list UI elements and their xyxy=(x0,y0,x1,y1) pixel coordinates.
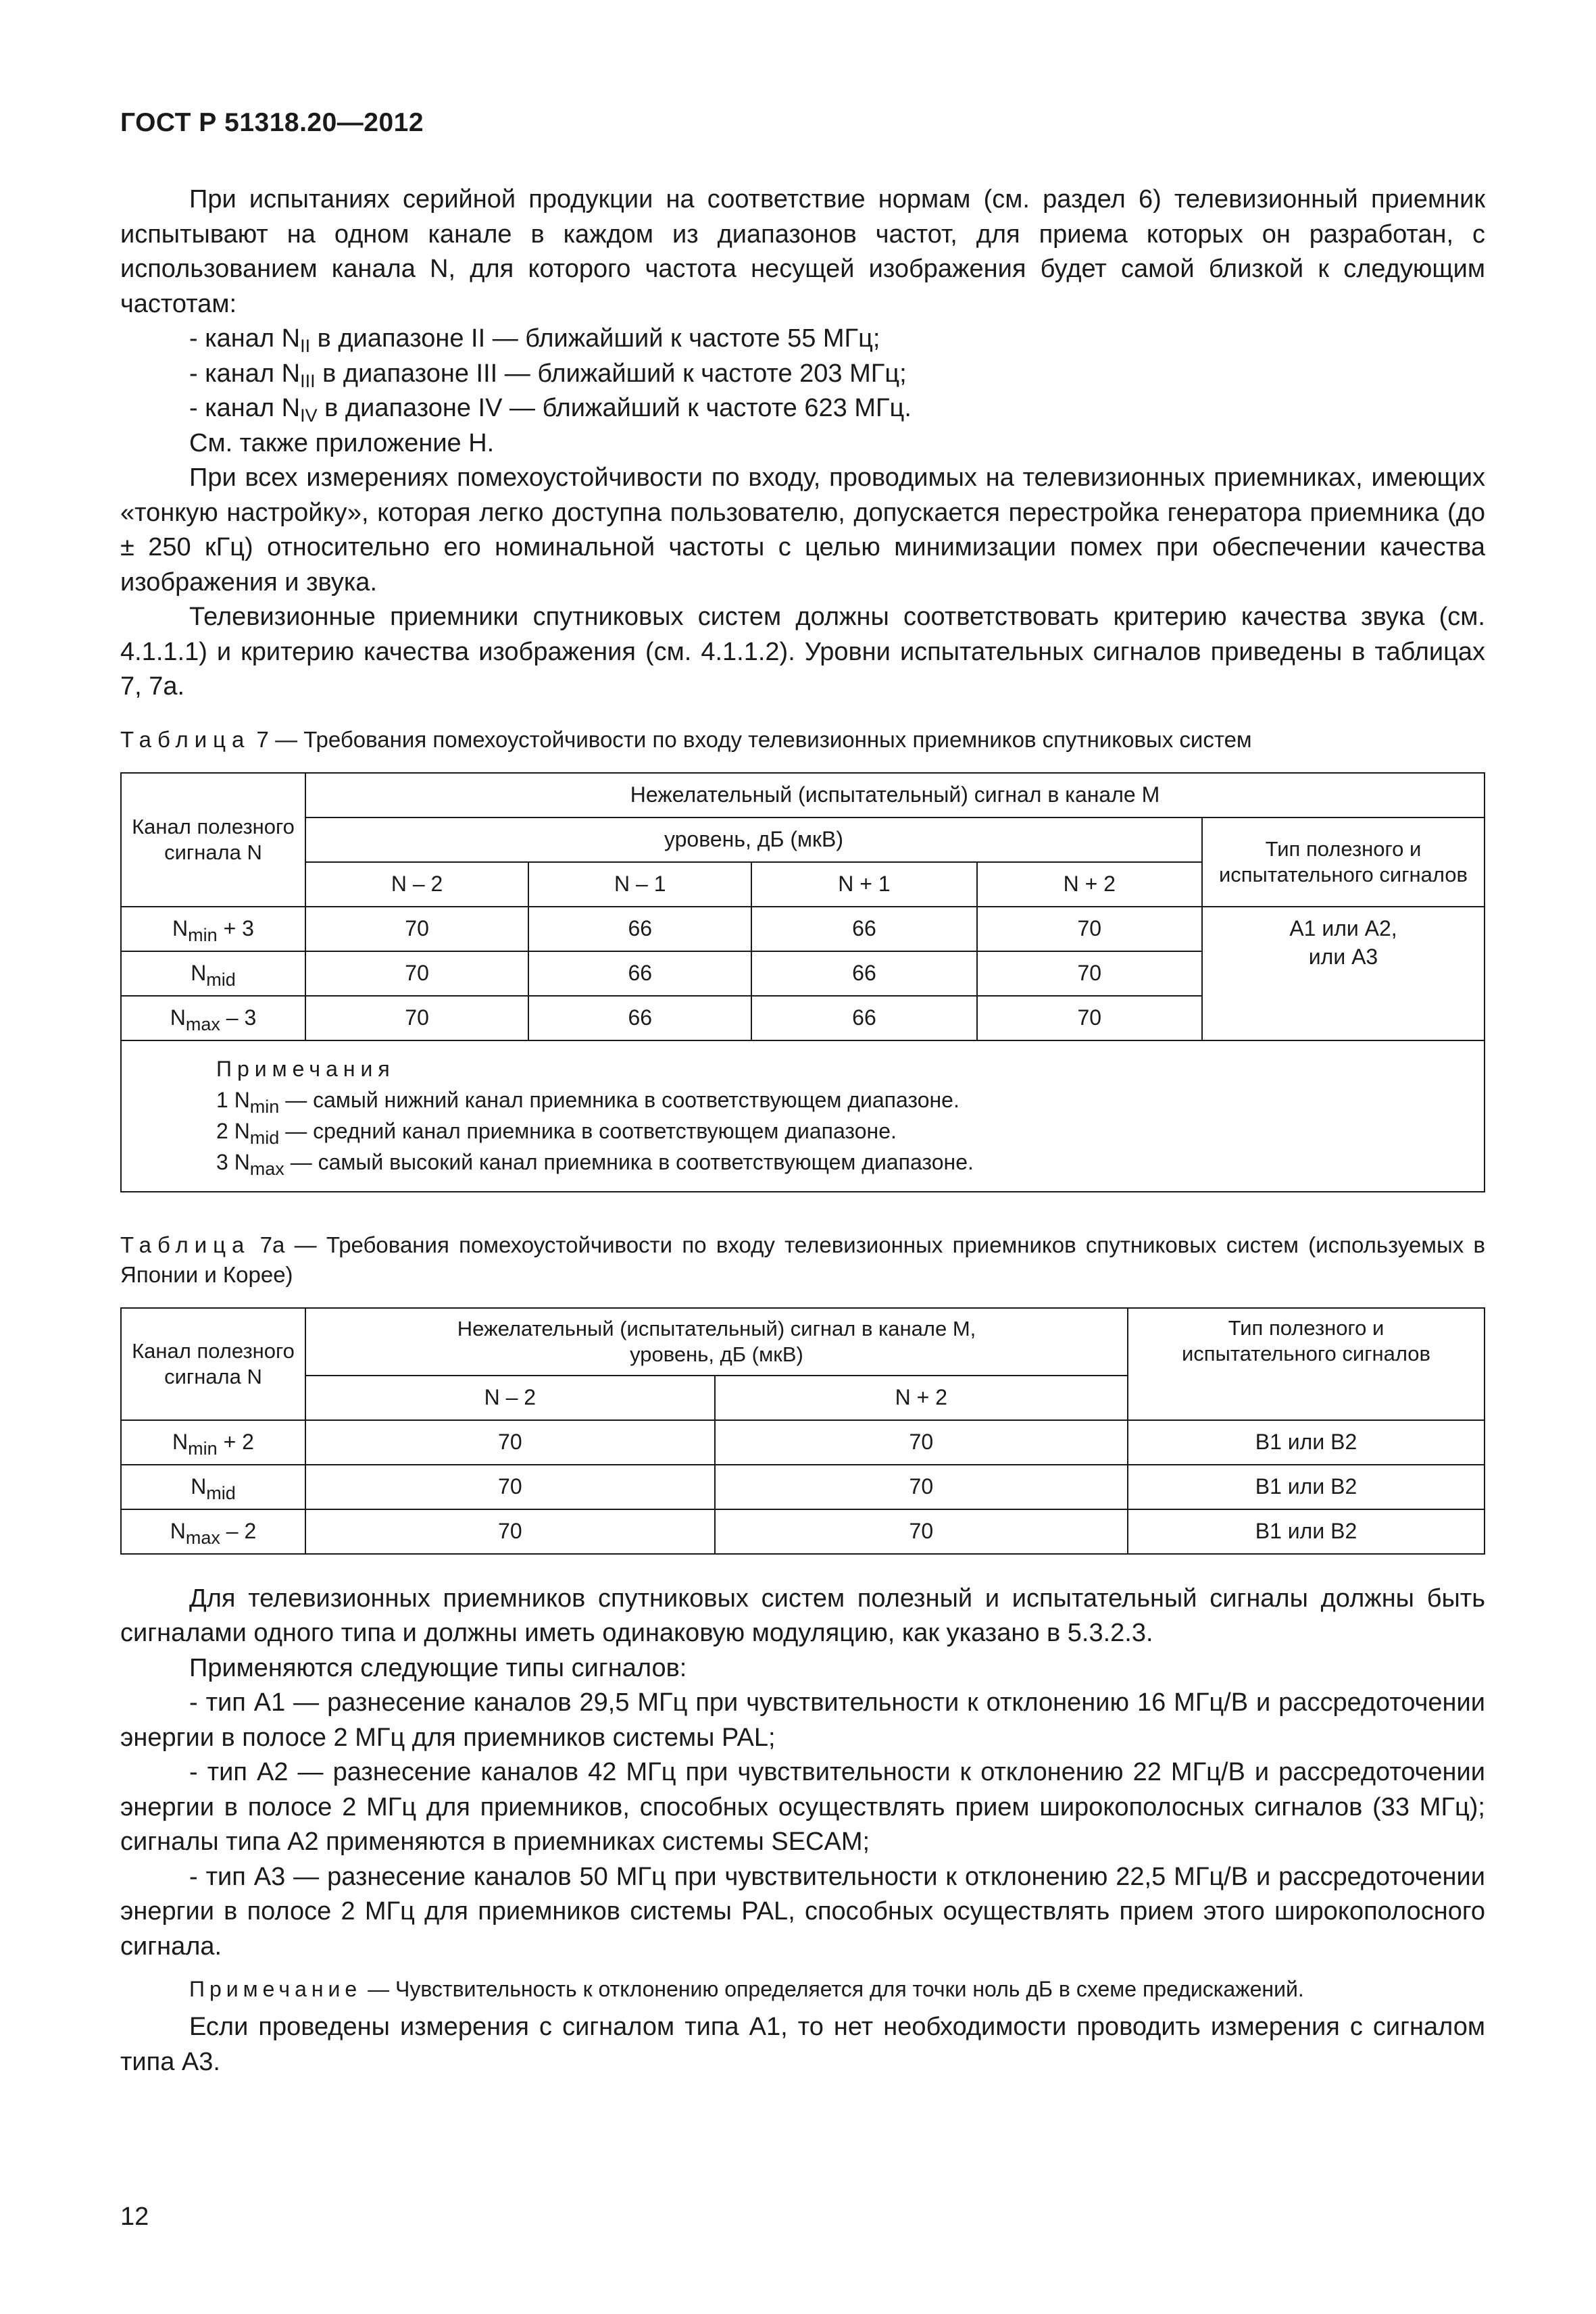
intro-paragraph-1: При испытаниях серийной продукции на соответствие нормам (см. раздел 6) телевизионный приемник испытывают на одном канале в каждом из диапазонов частот, для приема которых он разработан, с использованием канала N, для которого частота несущей изображения будет самой близкой к следующим частотам: xyxy=(120,185,1485,318)
table-cell-channel: $N_{mid}$ xyxy=(121,1465,305,1509)
table-row xyxy=(121,1509,1485,1554)
signal-type-a1: - тип А1 — разнесение каналов 29,5 МГц при чувствительности к отклонению 16 МГц/В и рассредоточении энергии в полосе 2 МГц для приемников системы PAL; xyxy=(120,1688,1485,1752)
table-cell: 70 xyxy=(715,1465,1128,1509)
table-cell-channel: $N_{max} - 2$ xyxy=(121,1509,305,1554)
after-note: Примечание — Чувствительность к отклонению определяется для точки ноль дБ в схеме предискажений. xyxy=(189,1977,1304,2001)
table-row xyxy=(121,907,1485,951)
table-7 xyxy=(120,772,1485,1192)
table-cell: В1 или В2 xyxy=(1128,1509,1485,1554)
signal-type-a3: - тип А3 — разнесение каналов 50 МГц при чувствительности к отклонению 22,5 МГц/В и рассредоточении энергии в полосе 2 МГц для приемников системы PAL, способных осуществлять прием этого широкополосного сигнала. xyxy=(120,1862,1485,1961)
table-cell: 66 xyxy=(528,907,751,951)
table-cell: 66 xyxy=(751,907,976,951)
table-cell: 70 xyxy=(715,1420,1128,1465)
table-cell: 70 xyxy=(715,1509,1128,1554)
document-header: ГОСТ Р 51318.20—2012 xyxy=(120,108,424,137)
table-7a-caption: Таблица 7а — Требования помехоустойчивости по входу телевизионных приемников спутниковых систем (используемых в Японии и Корее) xyxy=(120,1232,1485,1287)
after-paragraph-2: Применяются следующие типы сигналов: xyxy=(189,1653,687,1682)
table-cell: 66 xyxy=(528,951,751,996)
table-7a-col-unwanted: Нежелательный (испытательный) сигнал в канале M, уровень, дБ (мкВ) xyxy=(305,1308,1128,1376)
table-7-subcol: N + 1 xyxy=(751,862,976,907)
table-cell: 70 xyxy=(305,1465,715,1509)
notes-title: Примечания xyxy=(216,1056,395,1081)
table-cell-type: А1 или А2, или А3 xyxy=(1202,907,1485,1040)
table-7-col-unwanted: Нежелательный (испытательный) сигнал в канале M xyxy=(305,773,1485,818)
table-cell: 70 xyxy=(305,1420,715,1465)
intro-paragraph-3: Телевизионные приемники спутниковых систем должны соответствовать критерию качества звука (см. 4.1.1.1) и критерию качества изображения (см. 4.1.1.2). Уровни испытательных сигналов приведены в таблицах 7, 7а. xyxy=(120,603,1485,701)
signal-type-a2: - тип А2 — разнесение каналов 42 МГц при чувствительности к отклонению 22 МГц/В и рассредоточении энергии в полосе 2 МГц для приемников, способных осуществлять прием широкополосных сигналов (33 МГц); сигналы типа А2 применяются в приемниках системы SECAM; xyxy=(120,1758,1485,1856)
list-item-band-4: - канал $N_{IV}$ в диапазоне IV — ближайший к частоте 623 МГц. xyxy=(189,394,912,426)
table-cell: 70 xyxy=(305,951,528,996)
table-cell: 66 xyxy=(751,996,976,1040)
after-paragraph-1: Для телевизионных приемников спутниковых систем полезный и испытательный сигналы должны быть сигналами одного типа и должны иметь одинаковую модуляцию, как указано в 5.3.2.3. xyxy=(120,1584,1485,1647)
table-7-caption: Таблица 7 — Требования помехоустойчивости по входу телевизионных приемников спутниковых систем xyxy=(120,726,1252,752)
table-7a-subcol: N + 2 xyxy=(715,1376,1128,1420)
table-7-col-type: Тип полезного и испытательного сигналов xyxy=(1202,818,1485,907)
table-cell-channel: $N_{min} + 3$ xyxy=(121,907,305,951)
note-item: 2 $N_{mid}$ — средний канал приемника в соответствующем диапазоне. xyxy=(216,1118,897,1148)
table-7-col-level: уровень, дБ (мкВ) xyxy=(305,818,1202,862)
table-cell-channel: $N_{max} - 3$ xyxy=(121,996,305,1040)
table-7-col-channel: Канал полезного сигнала N xyxy=(121,773,305,907)
list-item-band-3: - канал $N_{III}$ в диапазоне III — ближайший к частоте 203 МГц; xyxy=(189,359,907,391)
table-row xyxy=(121,1420,1485,1465)
table-cell-channel: $N_{mid}$ xyxy=(121,951,305,996)
table-7-subcol: N – 1 xyxy=(528,862,751,907)
table-cell: 66 xyxy=(528,996,751,1040)
table-cell: 70 xyxy=(977,907,1202,951)
document-page xyxy=(120,108,1485,2080)
table-cell: 70 xyxy=(305,1509,715,1554)
list-item-band-2: - канал $N_{II}$ в диапазоне II — ближайший к частоте 55 МГц; xyxy=(189,324,880,356)
table-row xyxy=(121,1465,1485,1509)
table-7a-col-channel: Канал полезного сигнала N xyxy=(121,1308,305,1420)
table-7-subcol: N + 2 xyxy=(977,862,1202,907)
note-item: 1 $N_{min}$ — самый нижний канал приемника в соответствующем диапазоне. xyxy=(216,1087,959,1117)
table-7a-col-type: Тип полезного и испытательного сигналов xyxy=(1128,1308,1485,1420)
note-item: 3 $N_{max}$ — самый высокий канал приемника в соответствующем диапазоне. xyxy=(216,1149,974,1179)
table-cell: В1 или В2 xyxy=(1128,1465,1485,1509)
table-7-notes xyxy=(121,1040,1485,1192)
table-cell: 70 xyxy=(305,907,528,951)
after-paragraph-last: Если проведены измерения с сигналом типа А1, то нет необходимости проводить измерения с сигналом типа А3. xyxy=(120,2013,1485,2076)
table-cell: 70 xyxy=(977,996,1202,1040)
table-7a-subcol: N – 2 xyxy=(305,1376,715,1420)
table-cell-channel: $N_{min} + 2$ xyxy=(121,1420,305,1465)
table-cell: 66 xyxy=(751,951,976,996)
see-also-reference: См. также приложение Н. xyxy=(189,428,495,457)
table-cell: 70 xyxy=(977,951,1202,996)
table-cell: В1 или В2 xyxy=(1128,1420,1485,1465)
page-number: 12 xyxy=(120,2203,149,2231)
table-7a xyxy=(120,1307,1485,1555)
table-7-subcol: N – 2 xyxy=(305,862,528,907)
table-cell: 70 xyxy=(305,996,528,1040)
intro-paragraph-2: При всех измерениях помехоустойчивости по входу, проводимых на телевизионных приемниках, имеющих «тонкую настройку», которая легко доступна пользователю, допускается перестройка генератора приемника (до ± 250 кГц) относительно его номинальной частоты с целью минимизации помех при обеспечении качества изображения и звука. xyxy=(120,463,1485,597)
